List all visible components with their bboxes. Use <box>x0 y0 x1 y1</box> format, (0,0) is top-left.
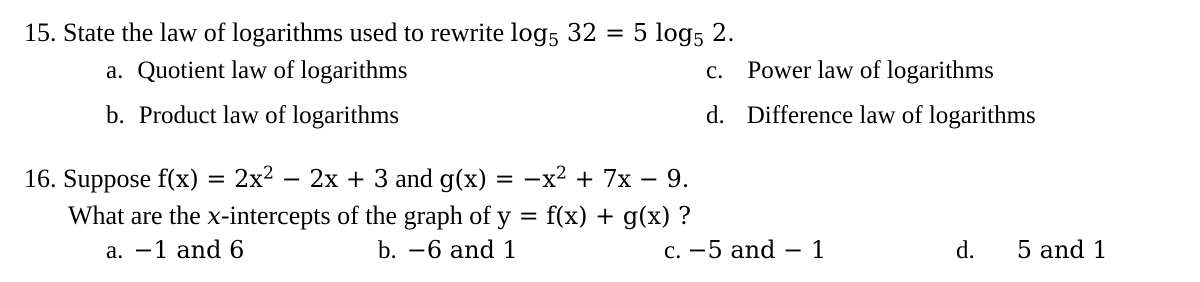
option-letter: b. <box>106 102 125 129</box>
log-equation <box>510 19 735 52</box>
log-rhs-arg: 2. <box>711 19 735 47</box>
option-15a[interactable] <box>106 58 407 83</box>
g-definition: $g(x) = -x^2 + 7x - 9$. <box>439 163 690 193</box>
option-letter: a. <box>106 237 124 264</box>
option-letter: c. <box>706 57 724 84</box>
option-text: Quotient law of logarithms <box>137 57 408 84</box>
option-letter: b. <box>378 237 397 264</box>
log-lhs-arg: 32 <box>566 19 598 47</box>
option-16c[interactable] <box>664 238 826 263</box>
question-number: 16. <box>24 164 57 193</box>
and-word: and <box>395 164 433 193</box>
log-lhs: log <box>510 19 549 47</box>
option-15b[interactable] <box>106 103 399 128</box>
equals-sign: = <box>605 19 626 47</box>
f-definition: $f(x) = 2x^2 - 2x + 3$ <box>157 163 389 193</box>
log-rhs: log <box>655 19 694 47</box>
option-letter: d. <box>956 237 975 264</box>
option-text: Difference law of logarithms <box>746 102 1036 129</box>
option-16b[interactable] <box>378 238 518 263</box>
option-text: 5 and 1 <box>1016 236 1108 264</box>
option-15d[interactable] <box>706 103 1036 128</box>
question-text-mid: -intercepts of the graph of <box>220 201 498 230</box>
option-16d[interactable] <box>956 238 1108 263</box>
question-prompt: State the law of logarithms used to rewrite <box>63 18 505 47</box>
option-text: −1 and 6 <box>133 236 245 264</box>
question-number: 15. <box>24 18 57 47</box>
option-15c[interactable] <box>706 58 994 83</box>
option-letter: a. <box>106 57 124 84</box>
suppose-word: Suppose <box>63 164 152 193</box>
sum-expression: y = f(x) + g(x) ? <box>497 202 691 230</box>
option-letter: d. <box>706 102 725 129</box>
option-16a[interactable] <box>106 238 244 263</box>
question-text: What are the <box>68 201 208 230</box>
x-variable: x <box>207 202 221 230</box>
option-text: −5 and − 1 <box>687 236 827 264</box>
question-16-prompt <box>68 203 691 229</box>
log-rhs-base: 5 <box>693 31 705 52</box>
question-15-stem <box>24 18 735 52</box>
option-text: −6 and 1 <box>406 236 518 264</box>
question-16-stem <box>24 163 690 193</box>
option-text: Power law of logarithms <box>747 57 994 84</box>
option-letter: c. <box>664 237 682 264</box>
log-lhs-base: 5 <box>548 31 560 52</box>
log-rhs-coef: 5 <box>632 19 649 47</box>
option-text: Product law of logarithms <box>138 102 400 129</box>
